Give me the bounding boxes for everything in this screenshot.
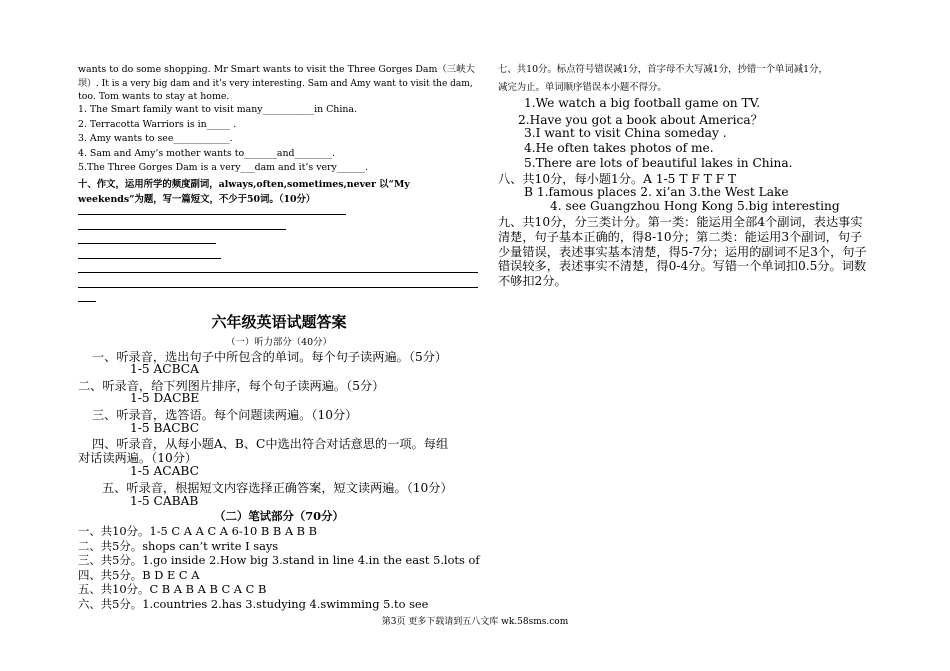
writing-line [78,229,286,230]
section-eight: B 1.famous places 2. xi’an 3.the West Lake [524,185,789,199]
blank-question: 3. Amy wants to see____________. [78,133,233,144]
section-eight: 八、共10分，每小题1分。A 1-5 T F T F T [498,172,737,186]
blank-question: 4. Sam and Amy’s mother wants to_______and________. [78,148,336,159]
written-answer: 四、共5分。B D E C A [78,568,200,582]
passage-line: too. Tom wants to stay at home. [78,91,230,102]
listening-answer: 1-5 ACBCA [130,362,199,376]
writing-line [78,287,478,288]
writing-line [78,258,221,259]
answer-sentence: 3.I want to visit China someday . [524,126,727,140]
writing-line [78,243,216,244]
section-eight: 4. see Guangzhou Hong Kong 5.big interesting [550,199,840,213]
writing-prompt: weekends”为题，写一篇短文，不少于50词。（10分） [78,194,316,205]
writing-line [78,301,96,302]
blank-question: 2. Terracotta Warriors is in_____ . [78,119,237,130]
listening-answer: 1-5 BACBC [130,421,200,435]
listening-answer: 1-5 DACBE [130,391,200,405]
writing-prompt: 十、作文，运用所学的频度副词，always,often,sometimes,never 以“My [78,179,410,190]
section-nine: 错误较多，表述事实不清楚，得0-4分。写错一个单词扣0.5分。词数 [498,259,867,273]
written-answer: 六、共5分。1.countries 2.has 3.studying 4.swimming 5.to see [78,597,429,611]
answer-sentence: 4.He often takes photos of me. [524,141,714,155]
section-seven-intro: 减完为止。单词顺序错误本小题不得分。 [498,82,667,93]
section-nine: 少量错误，表述事实基本清楚，得5-7分；运用的副词不足3个，句子 [498,245,867,259]
written-heading: （二）笔试部分（70分） [214,509,344,523]
blank-question: 1. The Smart family want to visit many___________in China. [78,104,357,115]
listening-item: 二、听录音，给下列图片排序，每个句子读两遍。（5分） [78,379,385,393]
page-footer: 第3页 更多下载请到五八文库 wk.58sms.com [381,617,569,627]
answer-sentence: 2.Have you got a book about America？ [518,113,763,127]
listening-item: 一、听录音，选出句子中所包含的单词。每个句子读两遍。（5分） [92,350,448,364]
listening-item: 四、听录音，从每小题A、B、C中选出符合对话意思的一项。每组 [92,437,449,451]
listening-item: 三、听录音，选答语。每个问题读两遍。（10分） [92,408,358,422]
writing-line [78,272,478,273]
answer-sentence: 1.We watch a big football game on TV. [524,96,761,110]
listening-answer: 1-5 CABAB [130,494,199,508]
written-answer: 三、共5分。1.go inside 2.How big 3.stand in line 4.in the east 5.lots of [78,553,480,567]
section-nine: 不够扣2分。 [498,274,567,288]
listening-item: 五、听录音，根据短文内容选择正确答案，短文读两遍。（10分） [102,481,453,495]
section-nine: 清楚，句子基本正确的，得8-10分；第二类：能运用3个副词，句子 [498,230,863,244]
blank-question: 5.The Three Gorges Dam is a very___dam and it’s very______. [78,162,368,173]
answer-title: 六年级英语试题答案 [211,313,347,331]
passage-line: 坝）. It is a very big dam and it’s very interesting. Sam and Amy want to visit the dam, [78,79,473,89]
listening-item: 对话读两遍。（10分） [78,451,198,465]
written-answer: 五、共10分。C B A B A B C A C B [78,582,267,596]
answer-sentence: 5.There are lots of beautiful lakes in China. [524,156,793,170]
written-answer: 二、共5分。shops can’t write I says [78,539,279,553]
section-seven-intro: 七、共10分。标点符号错误减1分，首字母不大写减1分，抄错一个单词减1分， [498,64,828,75]
listening-answer: 1-5 ACABC [130,464,199,478]
passage-line: wants to do some shopping. Mr Smart wants to visit the Three Gorges Dam（三峡大 [78,64,475,75]
written-answer: 一、共10分。1-5 C A A C A 6-10 B B A B B [78,524,318,538]
listening-heading: （一）听力部分（40分） [226,337,332,348]
writing-line [78,214,346,215]
section-nine: 九、共10分，分三类计分。第一类：能运用全部4个副词，表达事实 [498,215,863,229]
